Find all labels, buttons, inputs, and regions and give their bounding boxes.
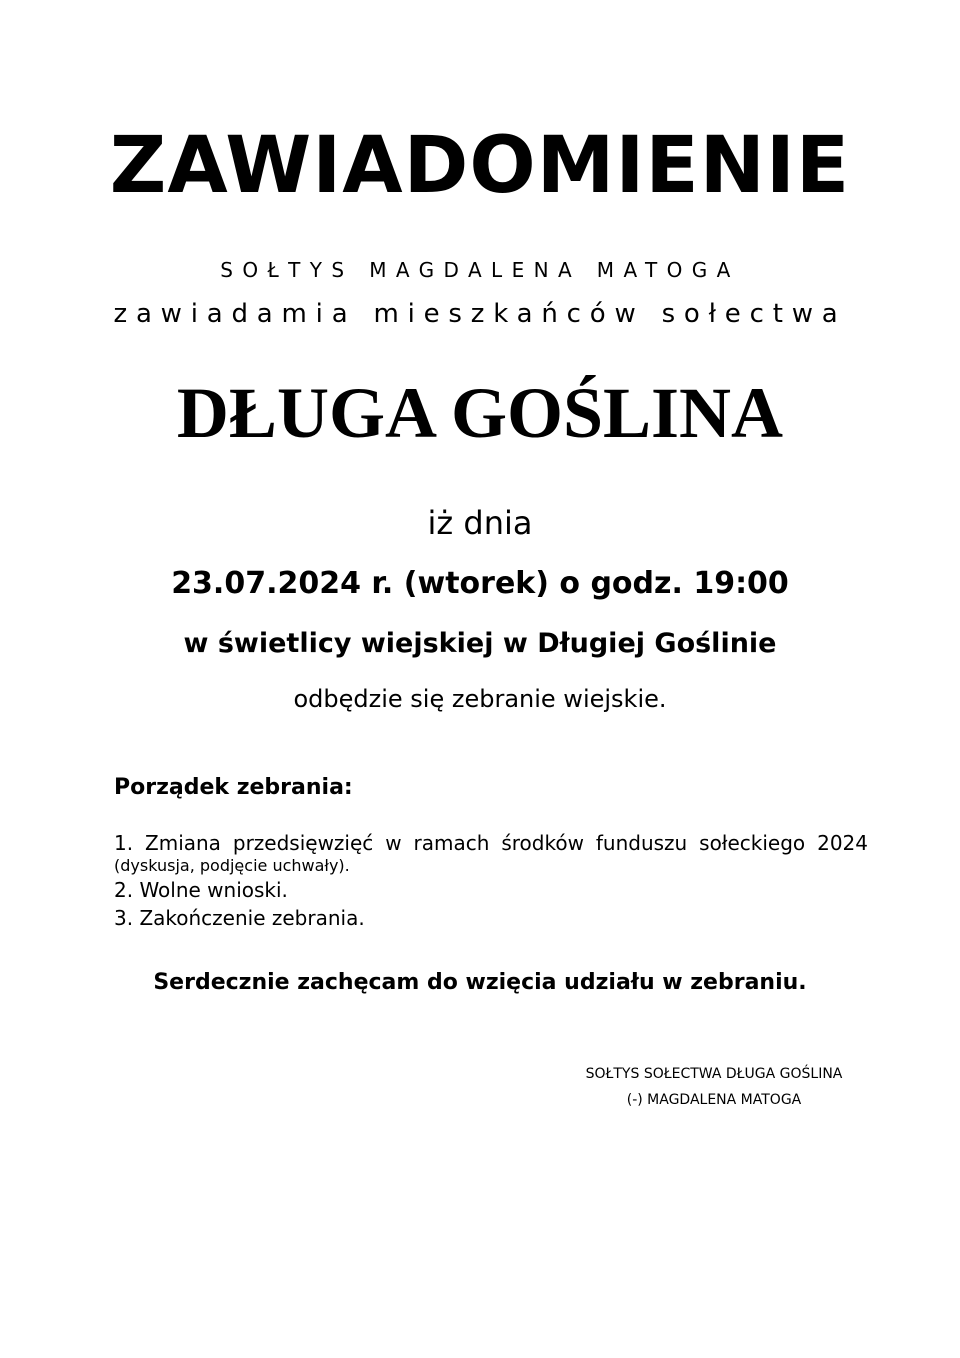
- agenda-item-text: 3. Zakończenie zebrania.: [114, 906, 365, 930]
- village-name: DŁUGA GOŚLINA: [176, 373, 784, 453]
- lead-line: iż dnia: [427, 504, 533, 542]
- intro-line: zawiadamia mieszkańców sołectwa: [113, 299, 847, 329]
- agenda-item-note: (dyskusja, podjęcie uchwały).: [114, 856, 350, 875]
- meeting-place: w świetlicy wiejskiej w Długiej Goślinie: [183, 628, 777, 659]
- agenda-item: [114, 876, 868, 904]
- agenda-list: [114, 828, 868, 932]
- agenda-heading: Porządek zebrania:: [114, 775, 353, 800]
- agenda-item-text: 2. Wolne wnioski.: [114, 878, 288, 902]
- agenda-item: [114, 828, 868, 876]
- signature-name: (-) MAGDALENA MATOGA: [626, 1092, 802, 1108]
- agenda-item-text: 1. Zmiana przedsięwzięć w ramach środków funduszu sołeckiego 2024: [114, 831, 868, 855]
- closing-invitation: Serdecznie zachęcam do wzięcia udziału w zebraniu.: [153, 970, 807, 995]
- meeting-description: odbędzie się zebranie wiejskie.: [293, 685, 667, 713]
- notice-title: ZAWIADOMIENIE: [109, 121, 851, 211]
- meeting-date: 23.07.2024 r. (wtorek) o godz. 19:00: [171, 566, 789, 601]
- announcer-line: SOŁTYS MAGDALENA MATOGA: [220, 258, 740, 282]
- agenda-item: [114, 904, 868, 932]
- signature-title: SOŁTYS SOŁECTWA DŁUGA GOŚLINA: [585, 1066, 843, 1082]
